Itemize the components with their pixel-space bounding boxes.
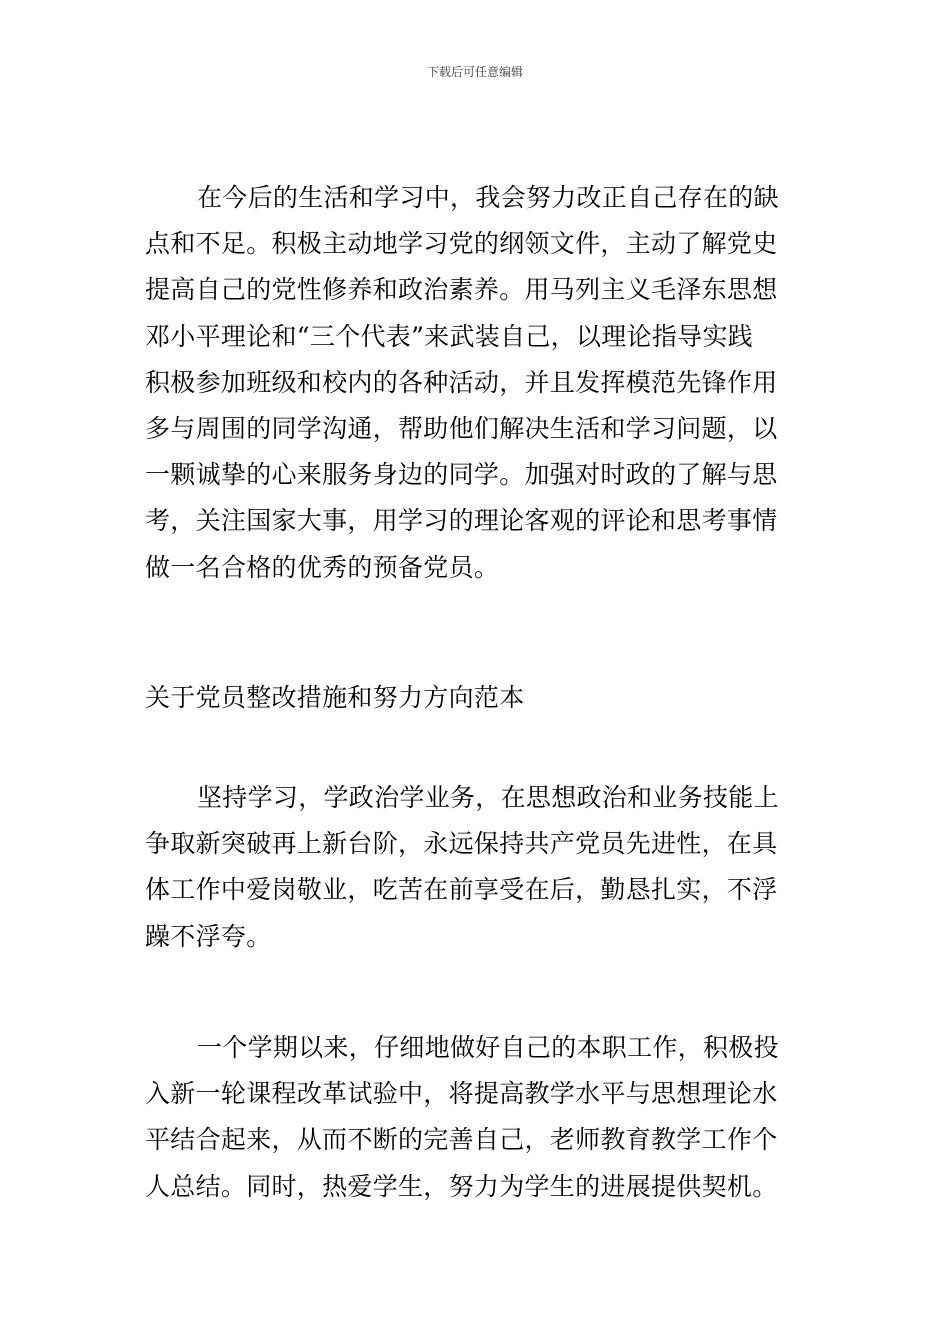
paragraph-self-improvement bbox=[145, 175, 807, 591]
paragraph-line: 邓小平理论和“三个代表”来武装自己，以理论指导实践 bbox=[145, 321, 754, 351]
paragraph-line: 一颗诚挚的心来服务身边的同学。加强对时政的了解与思 bbox=[145, 460, 778, 490]
section-title-text: 关于党员整改措施和努力方向范本 bbox=[145, 683, 525, 712]
paragraph-line: 点和不足。积极主动地学习党的纲领文件，主动了解党史 bbox=[145, 229, 778, 259]
paragraph-line: 争取新突破再上新台阶，永远保持共产党员先进性，在具 bbox=[145, 829, 778, 859]
paragraph-line: 考，关注国家大事，用学习的理论客观的评论和思考事情 bbox=[145, 506, 778, 536]
paragraph-line: 入新一轮课程改革试验中，将提高教学水平与思想理论水 bbox=[145, 1079, 778, 1109]
paragraph-line: 体工作中爱岗敬业，吃苦在前享受在后，勤恳扎实，不浮 bbox=[145, 875, 778, 905]
page-header: 下载后可任意编辑 bbox=[426, 65, 523, 79]
paragraph-semester-work bbox=[145, 1025, 807, 1210]
paragraph-line: 躁不浮夸。 bbox=[145, 921, 272, 951]
paragraph-line: 在今后的生活和学习中，我会努力改正自己存在的缺 bbox=[197, 183, 779, 212]
paragraph-line: 平结合起来，从而不断的完善自己，老师教育教学工作个 bbox=[145, 1125, 778, 1155]
paragraph-line: 提高自己的党性修养和政治素养。用马列主义毛泽东思想 bbox=[145, 275, 778, 305]
section-title bbox=[145, 675, 807, 721]
paragraph-line: 做一名合格的优秀的预备党员。 bbox=[145, 552, 500, 582]
paragraph-persist-learning bbox=[145, 775, 807, 960]
paragraph-line: 积极参加班级和校内的各种活动，并且发挥模范先锋作用 bbox=[145, 367, 778, 397]
paragraph-line: 人总结。同时，热爱学生，努力为学生的进展提供契机。 bbox=[145, 1171, 778, 1201]
paragraph-line: 一个学期以来，仔细地做好自己的本职工作，积极投 bbox=[197, 1033, 779, 1062]
paragraph-line: 多与周围的同学沟通，帮助他们解决生活和学习问题，以 bbox=[145, 414, 778, 444]
paragraph-line: 坚持学习，学政治学业务，在思想政治和业务技能上 bbox=[197, 783, 779, 812]
